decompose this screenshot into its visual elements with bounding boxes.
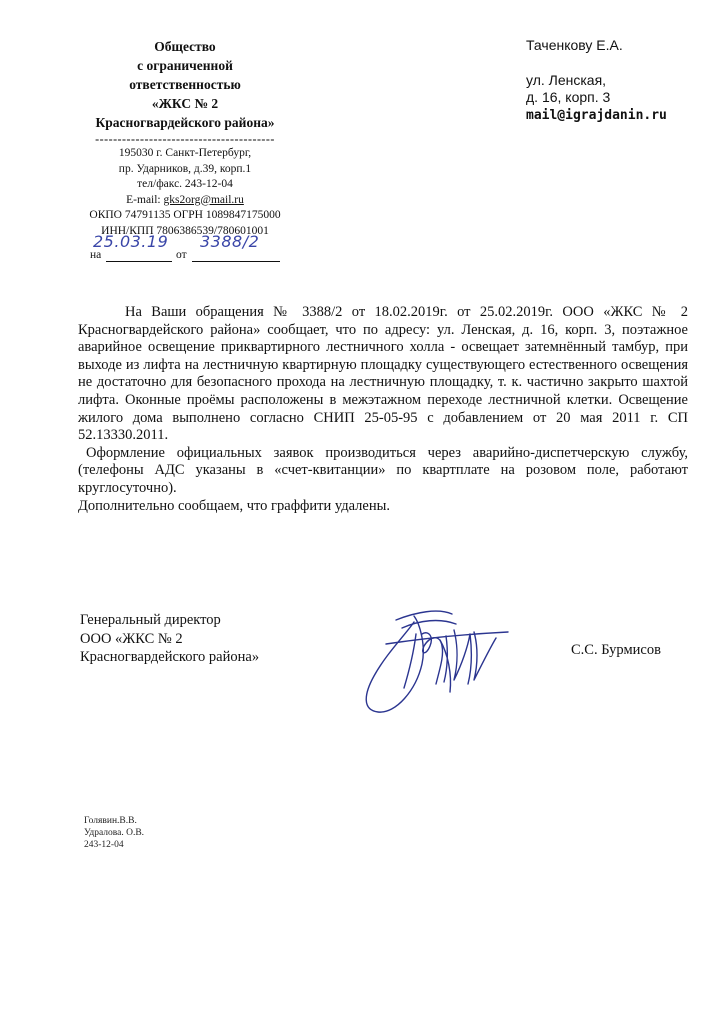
org-name-line-3: ответственностью	[129, 77, 241, 92]
date-blank-line	[192, 261, 280, 262]
recipient-street: ул. Ленская,	[526, 71, 607, 88]
handwritten-number: 3388/2	[200, 232, 260, 251]
recipient-block	[526, 37, 667, 124]
body-paragraph-3: Дополнительно сообщаем, что граффити удалены.	[78, 497, 390, 514]
org-name-line-5: Красногвардейского района»	[95, 115, 275, 130]
org-name-line-4: «ЖКС № 2	[151, 96, 219, 111]
executors-block	[84, 815, 144, 851]
sender-letterhead	[80, 37, 290, 239]
executor-phone: 243-12-04	[84, 840, 124, 850]
handwritten-date: 25.03.19	[93, 232, 169, 251]
sender-address-line-1: 195030 г. Санкт-Петербург,	[118, 147, 252, 159]
recipient-spacer	[526, 55, 667, 72]
body-paragraph-2: Оформление официальных заявок производиться через аварийно-диспетчерскую службу, (телефоны АДС указаны в «счет-квитанции» по квартплате на розовом поле, работают круглосуточно).	[78, 444, 688, 496]
registration-line	[88, 232, 288, 264]
org-name-line-2: с ограниченной	[137, 58, 233, 73]
sender-codes-line-2: ИНН/КПП 7806386539/780601001	[101, 224, 269, 237]
sender-phone: тел/факс. 243-12-04	[137, 178, 233, 190]
letterhead-separator: ----------------------------------------	[95, 132, 275, 146]
executor-2: Удралова. О.В.	[84, 828, 145, 838]
signatory-title-line-2: ООО «ЖКС № 2	[80, 630, 183, 647]
recipient-email: mail@igrajdanin.ru	[526, 107, 667, 123]
signer-name: С.С. Бурмисов	[571, 642, 661, 658]
sender-email-label: E-mail:	[126, 193, 164, 206]
na-label: на	[90, 249, 102, 261]
number-blank-line	[106, 261, 172, 262]
ot-label: от	[176, 249, 187, 261]
org-name-line-1: Общество	[154, 39, 216, 54]
sender-codes-line-1: ОКПО 74791135 ОГРН 1089847175000	[89, 209, 281, 221]
handwritten-signature	[356, 594, 518, 716]
signatory-title	[80, 611, 259, 667]
executor-1: Голявин.В.В.	[84, 816, 137, 826]
body-paragraph-1: На Ваши обращения № 3388/2 от 18.02.2019г. от 25.02.2019г. ООО «ЖКС № 2 Красногвардейского района» сообщает, что по адресу: ул. Ленская, д. 16, корп. 3, поэтажное аварийное освещение приквартирного лестничного холла - освещает затемнённый тамбур, при выходе из лифта на лестничную квартирную площадку существующего естественного освещения не достаточно для безопасного прохода на лестничную площадку, т. к. частично закрыто шахтой лифта. Оконные проёмы расположены в межэтажном переходе лестничной клетки. Освещение жилого дома выполнено согласно СНИП 25-05-95 с добавлением от 20 мая 2011 г. СП 52.13330.2011.	[78, 304, 688, 444]
letter-body	[78, 304, 688, 515]
signatory-title-line-3: Красногвардейского района»	[80, 649, 260, 665]
recipient-name: Таченкову Е.А.	[526, 37, 623, 53]
sender-email-line	[80, 193, 290, 209]
signatory-title-line-1: Генеральный директор	[80, 612, 221, 628]
sender-address-line-2: пр. Ударников, д.39, корп.1	[118, 162, 252, 175]
sender-email-link[interactable]: gks2org@mail.ru	[163, 193, 244, 206]
recipient-house: д. 16, корп. 3	[526, 89, 611, 105]
